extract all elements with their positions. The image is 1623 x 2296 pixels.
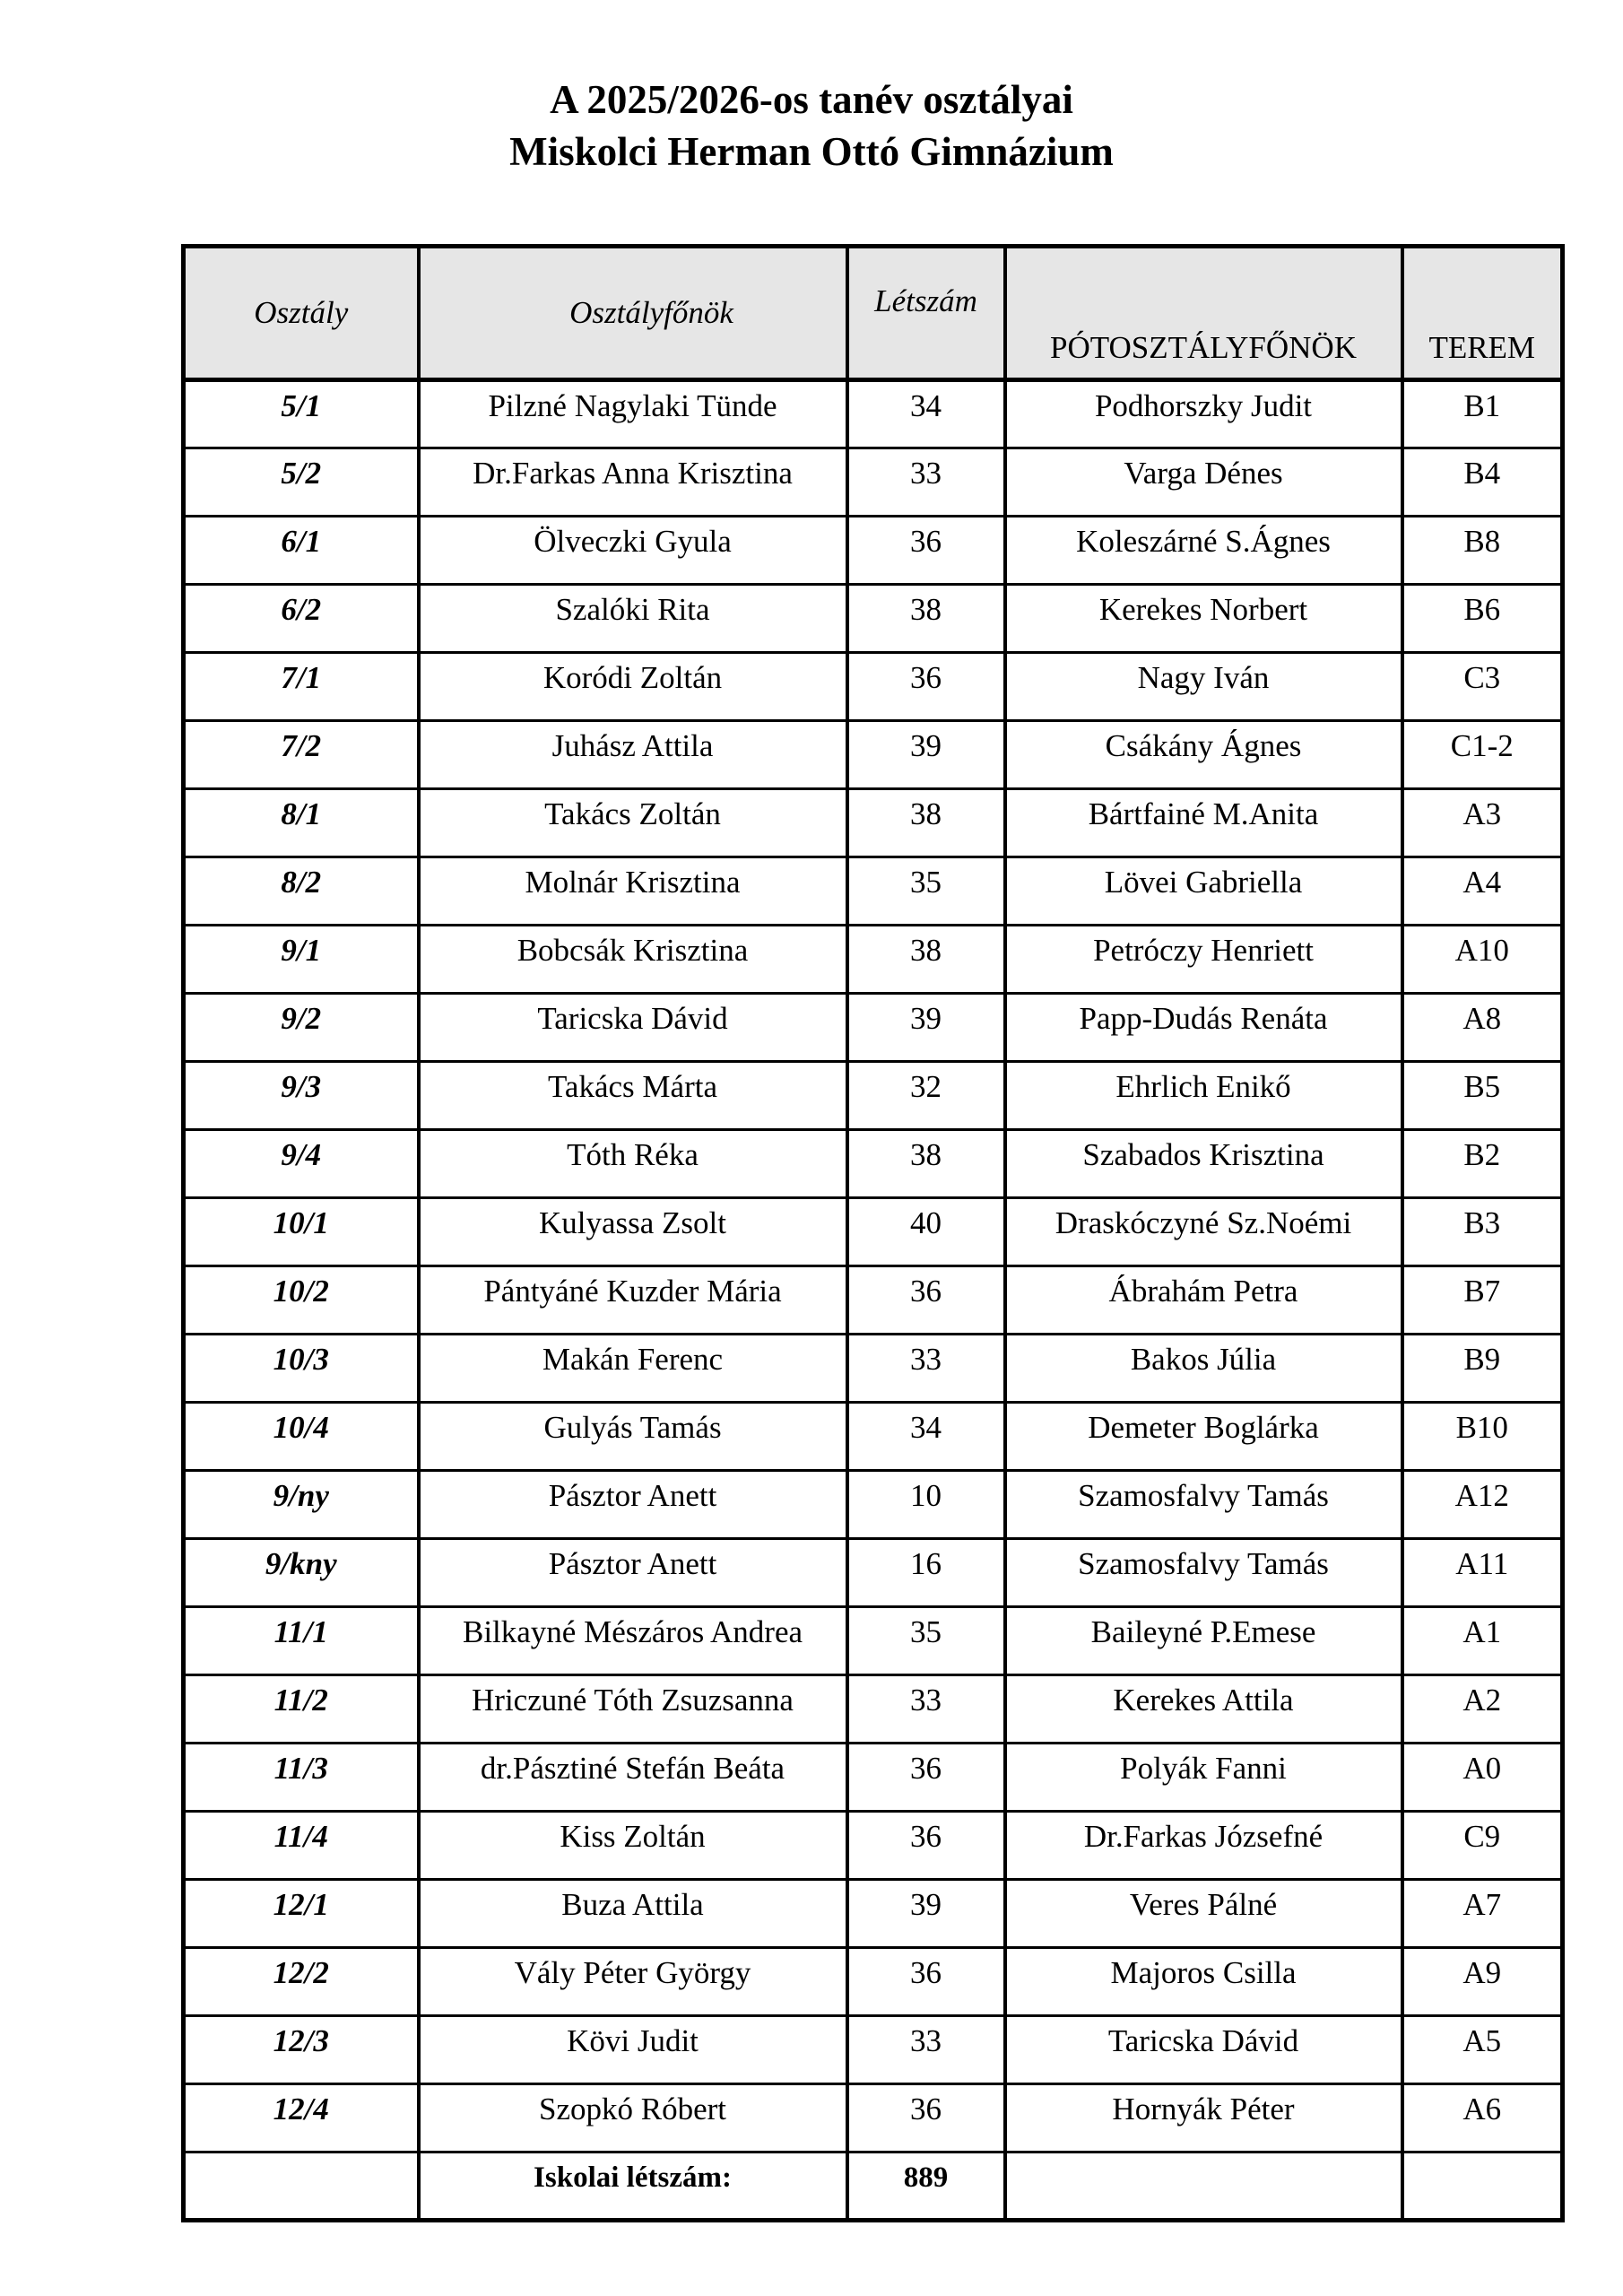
- cell-count: 36: [847, 1744, 1005, 1812]
- cell-head-teacher: Takács Zoltán: [419, 789, 847, 857]
- cell-room: A6: [1402, 2084, 1563, 2152]
- cell-class: 9/3: [184, 1062, 419, 1130]
- cell-room: A7: [1402, 1880, 1563, 1948]
- header-room: TEREM: [1402, 247, 1563, 380]
- cell-head-teacher: dr.Pásztiné Stefán Beáta: [419, 1744, 847, 1812]
- cell-count: 39: [847, 1880, 1005, 1948]
- cell-count: 39: [847, 721, 1005, 789]
- cell-class: 8/1: [184, 789, 419, 857]
- cell-room: A10: [1402, 926, 1563, 994]
- cell-deputy: Szamosfalvy Tamás: [1005, 1539, 1402, 1607]
- table-row: [184, 1744, 1563, 1812]
- cell-room: A2: [1402, 1675, 1563, 1744]
- cell-class: 10/4: [184, 1403, 419, 1471]
- cell-head-teacher: Tóth Réka: [419, 1130, 847, 1198]
- cell-deputy: Kerekes Norbert: [1005, 585, 1402, 653]
- cell-count: 39: [847, 994, 1005, 1062]
- cell-head-teacher: Szopkó Róbert: [419, 2084, 847, 2152]
- cell-deputy: Lövei Gabriella: [1005, 857, 1402, 926]
- table-row: [184, 926, 1563, 994]
- cell-head-teacher: Kiss Zoltán: [419, 1812, 847, 1880]
- table-row: [184, 1062, 1563, 1130]
- cell-deputy: Csákány Ágnes: [1005, 721, 1402, 789]
- table-row: [184, 721, 1563, 789]
- cell-class: 9/4: [184, 1130, 419, 1198]
- total-row: [184, 2152, 1563, 2221]
- cell-count: 33: [847, 448, 1005, 517]
- cell-class: 12/1: [184, 1880, 419, 1948]
- cell-room: B6: [1402, 585, 1563, 653]
- cell-head-teacher: Buza Attila: [419, 1880, 847, 1948]
- cell-class: 12/3: [184, 2016, 419, 2084]
- cell-head-teacher: Bilkayné Mészáros Andrea: [419, 1607, 847, 1675]
- cell-room: A8: [1402, 994, 1563, 1062]
- table-row: [184, 1198, 1563, 1266]
- cell-deputy: Podhorszky Judit: [1005, 380, 1402, 448]
- cell-head-teacher: Pásztor Anett: [419, 1539, 847, 1607]
- cell-count: 35: [847, 857, 1005, 926]
- cell-class: 12/4: [184, 2084, 419, 2152]
- cell-room: B1: [1402, 380, 1563, 448]
- table-row: [184, 1335, 1563, 1403]
- cell-class: 10/1: [184, 1198, 419, 1266]
- cell-class: 11/2: [184, 1675, 419, 1744]
- cell-room: C3: [1402, 653, 1563, 721]
- cell-head-teacher: Kulyassa Zsolt: [419, 1198, 847, 1266]
- cell-room: A11: [1402, 1539, 1563, 1607]
- cell-deputy: Kerekes Attila: [1005, 1675, 1402, 1744]
- cell-count: 36: [847, 1266, 1005, 1335]
- cell-head-teacher: Pilzné Nagylaki Tünde: [419, 380, 847, 448]
- classes-table: [181, 244, 1565, 2222]
- cell-room: A12: [1402, 1471, 1563, 1539]
- cell-count: 32: [847, 1062, 1005, 1130]
- cell-count: 36: [847, 653, 1005, 721]
- cell-count: 36: [847, 2084, 1005, 2152]
- cell-class: 5/1: [184, 380, 419, 448]
- cell-room: A5: [1402, 2016, 1563, 2084]
- cell-deputy: Majoros Csilla: [1005, 1948, 1402, 2016]
- table-body: [184, 380, 1563, 2152]
- cell-room: B7: [1402, 1266, 1563, 1335]
- table-row: [184, 1812, 1563, 1880]
- cell-head-teacher: Kövi Judit: [419, 2016, 847, 2084]
- cell-count: 33: [847, 2016, 1005, 2084]
- cell-head-teacher: Pásztor Anett: [419, 1471, 847, 1539]
- table-row: [184, 857, 1563, 926]
- cell-deputy: Demeter Boglárka: [1005, 1403, 1402, 1471]
- cell-head-teacher: Dr.Farkas Anna Krisztina: [419, 448, 847, 517]
- cell-head-teacher: Szalóki Rita: [419, 585, 847, 653]
- cell-room: A0: [1402, 1744, 1563, 1812]
- cell-head-teacher: Pántyáné Kuzder Mária: [419, 1266, 847, 1335]
- cell-class: 11/4: [184, 1812, 419, 1880]
- cell-count: 38: [847, 789, 1005, 857]
- document-title: A 2025/2026-os tanév osztályai: [550, 77, 1073, 122]
- cell-head-teacher: Gulyás Tamás: [419, 1403, 847, 1471]
- cell-room: C1-2: [1402, 721, 1563, 789]
- cell-class: 7/1: [184, 653, 419, 721]
- table-row: [184, 1266, 1563, 1335]
- cell-count: 36: [847, 517, 1005, 585]
- cell-count: 38: [847, 585, 1005, 653]
- table-row: [184, 1130, 1563, 1198]
- cell-deputy: Veres Pálné: [1005, 1880, 1402, 1948]
- total-empty-cell: [1005, 2152, 1402, 2221]
- cell-head-teacher: Koródi Zoltán: [419, 653, 847, 721]
- cell-deputy: Taricska Dávid: [1005, 2016, 1402, 2084]
- cell-class: 10/3: [184, 1335, 419, 1403]
- cell-room: A1: [1402, 1607, 1563, 1675]
- table-row: [184, 1880, 1563, 1948]
- cell-count: 36: [847, 1948, 1005, 2016]
- cell-head-teacher: Makán Ferenc: [419, 1335, 847, 1403]
- cell-room: A9: [1402, 1948, 1563, 2016]
- cell-deputy: Koleszárné S.Ágnes: [1005, 517, 1402, 585]
- cell-count: 10: [847, 1471, 1005, 1539]
- table-row: [184, 1471, 1563, 1539]
- table-row: [184, 448, 1563, 517]
- cell-head-teacher: Takács Márta: [419, 1062, 847, 1130]
- table-row: [184, 2016, 1563, 2084]
- table-row: [184, 1403, 1563, 1471]
- header-count: Létszám: [847, 247, 1005, 380]
- cell-class: 8/2: [184, 857, 419, 926]
- cell-deputy: Bakos Júlia: [1005, 1335, 1402, 1403]
- cell-class: 11/3: [184, 1744, 419, 1812]
- document-subtitle: Miskolci Herman Ottó Gimnázium: [509, 129, 1114, 174]
- cell-count: 16: [847, 1539, 1005, 1607]
- cell-deputy: Draskóczyné Sz.Noémi: [1005, 1198, 1402, 1266]
- cell-deputy: Szabados Krisztina: [1005, 1130, 1402, 1198]
- table-row: [184, 1675, 1563, 1744]
- header-deputy: PÓTOSZTÁLYFŐNÖK: [1005, 247, 1402, 380]
- cell-class: 6/1: [184, 517, 419, 585]
- table-row: [184, 653, 1563, 721]
- cell-room: B8: [1402, 517, 1563, 585]
- table-row: [184, 380, 1563, 448]
- cell-class: 5/2: [184, 448, 419, 517]
- total-empty-cell: [1402, 2152, 1563, 2221]
- cell-count: 33: [847, 1675, 1005, 1744]
- cell-deputy: Hornyák Péter: [1005, 2084, 1402, 2152]
- cell-head-teacher: Bobcsák Krisztina: [419, 926, 847, 994]
- cell-deputy: Polyák Fanni: [1005, 1744, 1402, 1812]
- cell-count: 40: [847, 1198, 1005, 1266]
- cell-deputy: Szamosfalvy Tamás: [1005, 1471, 1402, 1539]
- cell-count: 33: [847, 1335, 1005, 1403]
- table-row: [184, 1539, 1563, 1607]
- cell-head-teacher: Molnár Krisztina: [419, 857, 847, 926]
- cell-room: B4: [1402, 448, 1563, 517]
- cell-deputy: Bártfainé M.Anita: [1005, 789, 1402, 857]
- cell-class: 6/2: [184, 585, 419, 653]
- table-row: [184, 1607, 1563, 1675]
- cell-room: A4: [1402, 857, 1563, 926]
- cell-room: B2: [1402, 1130, 1563, 1198]
- cell-class: 9/ny: [184, 1471, 419, 1539]
- cell-head-teacher: Hriczuné Tóth Zsuzsanna: [419, 1675, 847, 1744]
- header-head-teacher: Osztályfőnök: [419, 247, 847, 380]
- cell-class: 10/2: [184, 1266, 419, 1335]
- cell-deputy: Dr.Farkas Józsefné: [1005, 1812, 1402, 1880]
- cell-deputy: Nagy Iván: [1005, 653, 1402, 721]
- cell-deputy: Ehrlich Enikő: [1005, 1062, 1402, 1130]
- cell-count: 35: [847, 1607, 1005, 1675]
- table-row: [184, 2084, 1563, 2152]
- cell-room: B9: [1402, 1335, 1563, 1403]
- cell-deputy: Papp-Dudás Renáta: [1005, 994, 1402, 1062]
- cell-deputy: Ábrahám Petra: [1005, 1266, 1402, 1335]
- cell-deputy: Petróczy Henriett: [1005, 926, 1402, 994]
- cell-count: 38: [847, 926, 1005, 994]
- cell-class: 9/2: [184, 994, 419, 1062]
- table-row: [184, 994, 1563, 1062]
- cell-head-teacher: Vály Péter György: [419, 1948, 847, 2016]
- cell-count: 38: [847, 1130, 1005, 1198]
- cell-count: 34: [847, 380, 1005, 448]
- cell-class: 12/2: [184, 1948, 419, 2016]
- cell-class: 9/1: [184, 926, 419, 994]
- total-value: 889: [847, 2152, 1005, 2221]
- cell-room: C9: [1402, 1812, 1563, 1880]
- cell-class: 9/kny: [184, 1539, 419, 1607]
- cell-head-teacher: Ölveczki Gyula: [419, 517, 847, 585]
- table-row: [184, 1948, 1563, 2016]
- cell-room: A3: [1402, 789, 1563, 857]
- total-empty-cell: [184, 2152, 419, 2221]
- cell-count: 34: [847, 1403, 1005, 1471]
- cell-head-teacher: Juhász Attila: [419, 721, 847, 789]
- cell-room: B10: [1402, 1403, 1563, 1471]
- cell-head-teacher: Taricska Dávid: [419, 994, 847, 1062]
- cell-deputy: Varga Dénes: [1005, 448, 1402, 517]
- cell-count: 36: [847, 1812, 1005, 1880]
- table-row: [184, 789, 1563, 857]
- total-label: Iskolai létszám:: [419, 2152, 847, 2221]
- cell-class: 7/2: [184, 721, 419, 789]
- cell-deputy: Baileyné P.Emese: [1005, 1607, 1402, 1675]
- cell-class: 11/1: [184, 1607, 419, 1675]
- table-header-row: [184, 247, 1563, 380]
- cell-room: B5: [1402, 1062, 1563, 1130]
- cell-room: B3: [1402, 1198, 1563, 1266]
- header-class: Osztály: [184, 247, 419, 380]
- table-row: [184, 585, 1563, 653]
- table-row: [184, 517, 1563, 585]
